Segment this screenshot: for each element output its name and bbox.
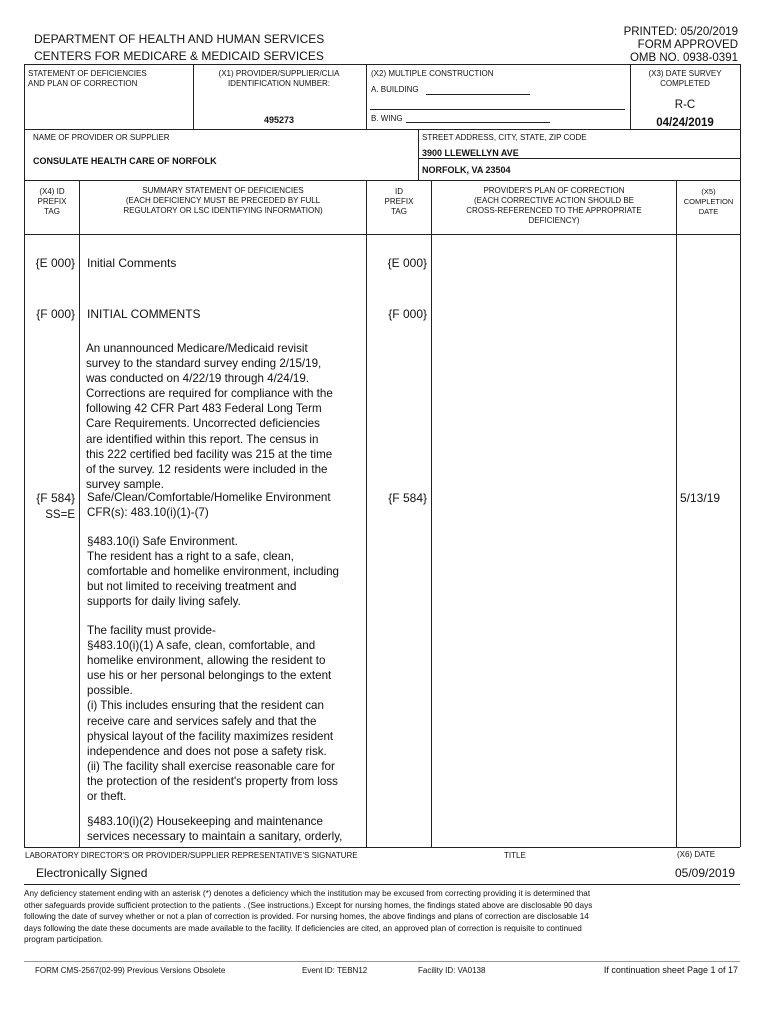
disclaimer: Any deficiency statement ending with an asterisk (*) denotes a deficiency which the institution may be excused from correcting providing it is determined that other safeguards provide sufficient protection to the patients . (See instructions.) Except for nursing homes, the findings stated above are disclosable 90 days following the date of survey whether or not a plan of correction is provided. For nursing homes, the above findings and plans of correction are disclosable 14 days following the date these documents are made available to the facility. If deficiencies are cited, an approved plan of correction is requisite to continued program participation. <box>24 889 593 945</box>
signature-value: Electronically Signed <box>36 866 148 880</box>
rule <box>24 847 740 848</box>
rule <box>676 180 677 847</box>
x3-label: (X3) DATE SURVEY COMPLETED <box>648 69 722 88</box>
signature-label: LABORATORY DIRECTOR'S OR PROVIDER/SUPPLIER REPRESENTATIVE'S SIGNATURE <box>25 851 358 860</box>
provider-label: NAME OF PROVIDER OR SUPPLIER <box>33 133 170 142</box>
f000-title: INITIAL COMMENTS <box>87 307 201 321</box>
building-label: A. BUILDING <box>371 85 419 94</box>
rule <box>24 64 740 65</box>
summary-header: SUMMARY STATEMENT OF DEFICIENCIES (EACH DEFICIENCY MUST BE PRECEDED BY FULL REGULATORY OR LSC IDENTIFYING INFORMATION) <box>123 186 323 215</box>
scope-severity: SS=E <box>45 509 75 521</box>
centers-name: CENTERS FOR MEDICARE & MEDICAID SERVICES <box>34 49 324 63</box>
statement-label: STATEMENT OF DEFICIENCIES AND PLAN OF CORRECTION <box>28 69 147 88</box>
title-label: TITLE <box>504 851 526 860</box>
intro-paragraph: An unannounced Medicare/Medicaid revisit survey to the standard survey ending 2/15/19, was conducted on 4/22/19 through 4/24/19. Corrections are required for compliance with the following 42 CFR Part 483 Federal Long Term Care Requirements. Uncorrected deficiencies are identified within this report. The census in this 222 certified bed facility was 215 at the time of the survey. 12 residents were included in the survey sample. <box>86 342 333 491</box>
city-state-zip: NORFOLK, VA 23504 <box>422 165 511 175</box>
event-id: Event ID: TEBN12 <box>302 966 368 975</box>
e000-title: Initial Comments <box>87 256 177 270</box>
rule <box>193 64 194 129</box>
signature-date: 05/09/2019 <box>675 866 736 880</box>
printed-date: PRINTED: 05/20/2019 <box>623 26 738 38</box>
form-id: FORM CMS-2567(02-99) Previous Versions Obsolete <box>35 966 226 975</box>
x1-label: (X1) PROVIDER/SUPPLIER/CLIA IDENTIFICATION NUMBER: <box>218 69 340 88</box>
facility-id: Facility ID: VA0138 <box>418 966 486 975</box>
wing-field <box>406 122 550 123</box>
f000-id: {F 000} <box>388 307 427 321</box>
rule <box>24 64 25 847</box>
rule <box>366 180 367 847</box>
e000-id: {E 000} <box>387 256 427 270</box>
rule <box>740 64 741 847</box>
x4-header: (X4) ID PREFIX TAG <box>37 187 67 216</box>
rule <box>418 129 419 180</box>
f000-tag: {F 000} <box>36 307 75 321</box>
department-name: DEPARTMENT OF HEALTH AND HUMAN SERVICES <box>34 32 325 46</box>
provider-name: CONSULATE HEALTH CARE OF NORFOLK <box>33 156 217 166</box>
wing-label: B. WING <box>371 114 403 123</box>
x1-value: 495273 <box>263 115 295 125</box>
x3-date: 04/24/2019 <box>656 117 714 129</box>
omb-number: OMB NO. 0938-0391 <box>629 52 738 64</box>
street-address: 3900 LLEWELLYN AVE <box>422 148 519 158</box>
f584-completion-date: 5/13/19 <box>680 491 721 505</box>
x3-code: R-C <box>674 99 696 111</box>
page-number: If continuation sheet Page 1 of 17 <box>603 965 738 975</box>
x5-header: (X5) COMPLETION DATE <box>683 187 734 216</box>
rule <box>79 180 80 847</box>
e000-tag: {E 000} <box>35 256 75 270</box>
rule <box>366 64 367 129</box>
facility-provide-paragraph: The facility must provide- §483.10(i)(1) A safe, clean, comfortable, and homelike environment, allowing the resident to use his or her personal belongings to the extent possible. (i) This includes ensuring that the resident can receive care and services safely and that the physical layout of the facility maximizes resident independence and does not pose a safety risk. (ii) The facility shall exercise reasonable care for the protection of the resident's property from loss or theft. <box>87 624 338 804</box>
f584-id: {F 584} <box>388 491 427 505</box>
id-header: ID PREFIX TAG <box>384 187 414 216</box>
form-approved: FORM APPROVED <box>637 39 738 51</box>
building-field <box>426 94 530 95</box>
date-label: (X6) DATE <box>677 850 716 859</box>
plan-header: PROVIDER'S PLAN OF CORRECTION (EACH CORRECTIVE ACTION SHOULD BE CROSS-REFERENCED TO THE APPROPRIATE DEFICIENCY) <box>466 186 642 225</box>
rule <box>24 884 740 885</box>
rule <box>370 109 625 110</box>
safe-environment-paragraph: §483.10(i) Safe Environment. The resident has a right to a safe, clean, comfortable and homelike environment, including but not limited to receiving treatment and supports for daily living safely. <box>87 535 339 609</box>
x2-label: (X2) MULTIPLE CONSTRUCTION <box>371 69 494 78</box>
housekeeping-paragraph: §483.10(i)(2) Housekeeping and maintenance services necessary to maintain a sanitary, orderly, <box>87 815 343 844</box>
f584-tag: {F 584} <box>36 491 75 505</box>
rule <box>24 234 740 235</box>
rule <box>431 180 432 847</box>
rule <box>630 64 631 129</box>
rule <box>24 961 740 962</box>
f584-title: Safe/Clean/Comfortable/Homelike Environment CFR(s): 483.10(i)(1)-(7) <box>87 491 331 520</box>
address-label: STREET ADDRESS, CITY, STATE, ZIP CODE <box>422 133 587 142</box>
rule <box>24 180 740 181</box>
